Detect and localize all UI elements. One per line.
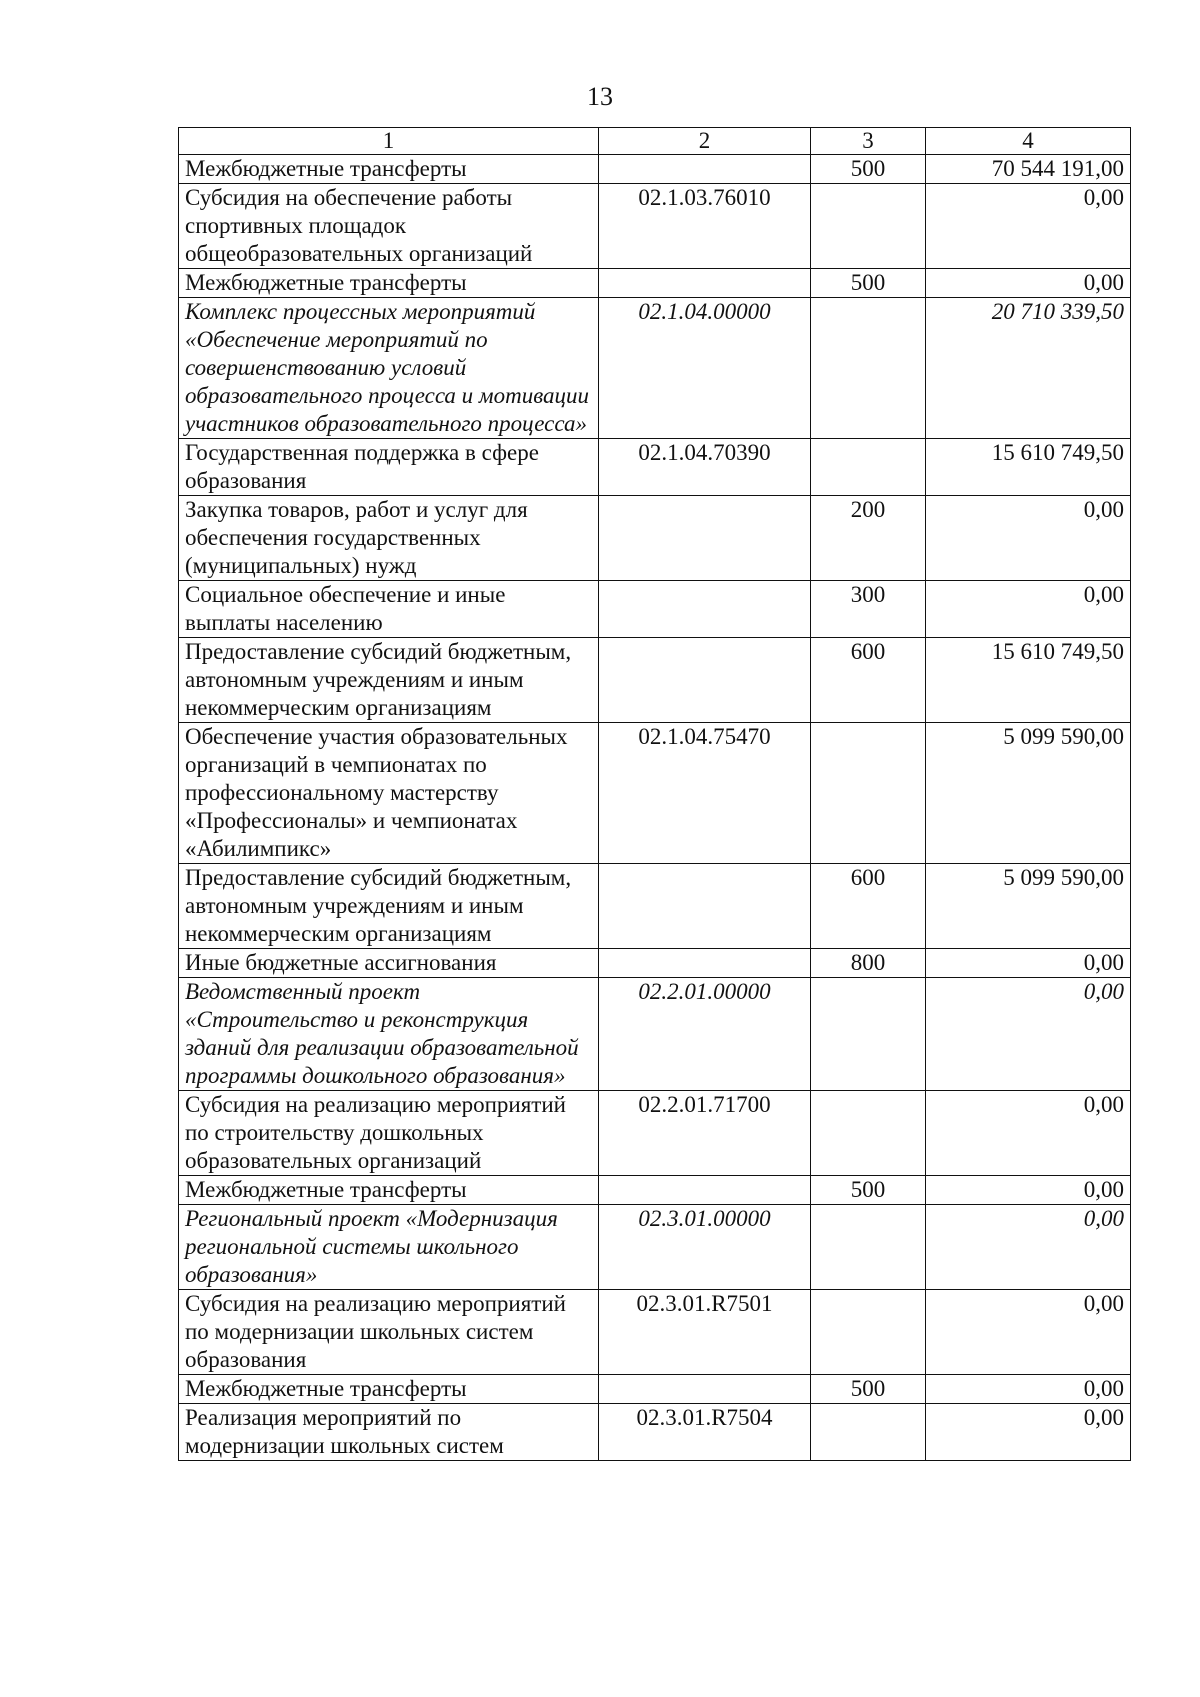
row-code-cell: 02.3.01.R7501 [599, 1290, 811, 1375]
row-amount-cell: 5 099 590,00 [926, 864, 1131, 949]
row-type-cell [811, 723, 926, 864]
table-header-row [179, 128, 1131, 155]
row-name-cell: Межбюджетные трансферты [179, 1375, 599, 1404]
row-type-cell [811, 1205, 926, 1290]
row-amount-cell: 0,00 [926, 1290, 1131, 1375]
table-row [179, 978, 1131, 1091]
row-type-cell: 500 [811, 269, 926, 298]
row-code-cell: 02.2.01.00000 [599, 978, 811, 1091]
table-row [179, 155, 1131, 184]
row-type-cell: 200 [811, 496, 926, 581]
row-name-cell: Субсидия на обеспечение работы спортивных площадок общеобразовательных организаций [179, 184, 599, 269]
row-code-cell: 02.1.03.76010 [599, 184, 811, 269]
row-type-cell [811, 1404, 926, 1461]
table-row [179, 496, 1131, 581]
row-code-cell [599, 1375, 811, 1404]
table-row [179, 1176, 1131, 1205]
row-type-cell [811, 1290, 926, 1375]
row-code-cell: 02.1.04.75470 [599, 723, 811, 864]
row-type-cell: 500 [811, 155, 926, 184]
table-row [179, 638, 1131, 723]
table-row [179, 581, 1131, 638]
row-amount-cell: 0,00 [926, 978, 1131, 1091]
row-name-cell: Межбюджетные трансферты [179, 1176, 599, 1205]
row-name-cell: Предоставление субсидий бюджетным, автономным учреждениям и иным некоммерческим организациям [179, 864, 599, 949]
row-type-cell: 600 [811, 864, 926, 949]
row-name-cell: Реализация мероприятий по модернизации школьных систем [179, 1404, 599, 1461]
row-amount-cell: 0,00 [926, 581, 1131, 638]
row-code-cell [599, 581, 811, 638]
table-row [179, 1290, 1131, 1375]
row-type-cell [811, 978, 926, 1091]
row-name-cell: Межбюджетные трансферты [179, 155, 599, 184]
table-row [179, 1375, 1131, 1404]
row-name-cell: Иные бюджетные ассигнования [179, 949, 599, 978]
row-name-cell: Государственная поддержка в сфере образования [179, 439, 599, 496]
row-amount-cell: 0,00 [926, 269, 1131, 298]
row-type-cell: 500 [811, 1176, 926, 1205]
row-type-cell [811, 439, 926, 496]
row-code-cell [599, 638, 811, 723]
column-header: 2 [599, 128, 811, 155]
row-name-cell: Комплекс процессных мероприятий «Обеспечение мероприятий по совершенствованию условий образовательного процесса и мотивации участников образовательного процесса» [179, 298, 599, 439]
budget-table [178, 127, 1131, 1461]
row-name-cell: Предоставление субсидий бюджетным, автономным учреждениям и иным некоммерческим организациям [179, 638, 599, 723]
table-row [179, 298, 1131, 439]
column-header: 3 [811, 128, 926, 155]
row-name-cell: Ведомственный проект «Строительство и реконструкция зданий для реализации образовательной программы дошкольного образования» [179, 978, 599, 1091]
row-amount-cell: 0,00 [926, 184, 1131, 269]
row-code-cell: 02.3.01.00000 [599, 1205, 811, 1290]
row-type-cell [811, 184, 926, 269]
row-type-cell [811, 1091, 926, 1176]
row-amount-cell: 0,00 [926, 949, 1131, 978]
table-row [179, 1404, 1131, 1461]
row-amount-cell: 15 610 749,50 [926, 439, 1131, 496]
row-amount-cell: 0,00 [926, 1176, 1131, 1205]
row-name-cell: Межбюджетные трансферты [179, 269, 599, 298]
table-row [179, 184, 1131, 269]
row-name-cell: Региональный проект «Модернизация региональной системы школьного образования» [179, 1205, 599, 1290]
row-code-cell: 02.2.01.71700 [599, 1091, 811, 1176]
row-amount-cell: 0,00 [926, 1404, 1131, 1461]
table-row [179, 1091, 1131, 1176]
table-row [179, 439, 1131, 496]
row-type-cell: 800 [811, 949, 926, 978]
row-code-cell [599, 155, 811, 184]
column-header: 1 [179, 128, 599, 155]
row-amount-cell: 5 099 590,00 [926, 723, 1131, 864]
row-name-cell: Социальное обеспечение и иные выплаты населению [179, 581, 599, 638]
table-row [179, 723, 1131, 864]
table-row [179, 1205, 1131, 1290]
row-amount-cell: 0,00 [926, 496, 1131, 581]
row-amount-cell: 0,00 [926, 1091, 1131, 1176]
row-name-cell: Субсидия на реализацию мероприятий по строительству дошкольных образовательных организаций [179, 1091, 599, 1176]
row-amount-cell: 0,00 [926, 1205, 1131, 1290]
table-row [179, 864, 1131, 949]
row-type-cell: 500 [811, 1375, 926, 1404]
row-code-cell [599, 269, 811, 298]
row-code-cell: 02.1.04.00000 [599, 298, 811, 439]
row-name-cell: Обеспечение участия образовательных организаций в чемпионатах по профессиональному мастерству «Профессионалы» и чемпионатах «Абилимпикс» [179, 723, 599, 864]
row-code-cell [599, 496, 811, 581]
row-code-cell [599, 1176, 811, 1205]
row-amount-cell: 20 710 339,50 [926, 298, 1131, 439]
row-type-cell: 600 [811, 638, 926, 723]
row-code-cell [599, 949, 811, 978]
row-type-cell [811, 298, 926, 439]
row-code-cell: 02.3.01.R7504 [599, 1404, 811, 1461]
row-amount-cell: 70 544 191,00 [926, 155, 1131, 184]
row-code-cell [599, 864, 811, 949]
table-row [179, 269, 1131, 298]
row-type-cell: 300 [811, 581, 926, 638]
row-amount-cell: 0,00 [926, 1375, 1131, 1404]
table-row [179, 949, 1131, 978]
page-number: 13 [587, 82, 613, 111]
row-code-cell: 02.1.04.70390 [599, 439, 811, 496]
column-header: 4 [926, 128, 1131, 155]
row-name-cell: Закупка товаров, работ и услуг для обеспечения государственных (муниципальных) нужд [179, 496, 599, 581]
row-name-cell: Субсидия на реализацию мероприятий по модернизации школьных систем образования [179, 1290, 599, 1375]
row-amount-cell: 15 610 749,50 [926, 638, 1131, 723]
